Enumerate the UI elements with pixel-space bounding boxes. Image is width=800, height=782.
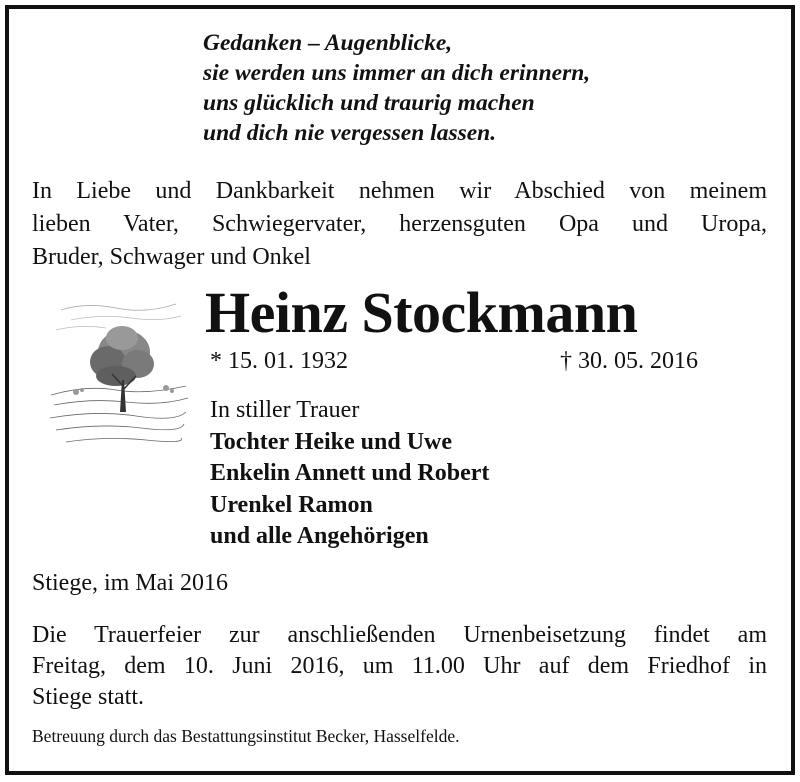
death-date: † 30. 05. 2016 xyxy=(560,348,698,374)
poem-line: und dich nie vergessen lassen. xyxy=(203,120,497,146)
poem-line: Gedanken – Augenblicke, xyxy=(203,30,453,56)
intro-line: Bruder, Schwager und Onkel xyxy=(32,244,311,270)
ceremony-line: Die Trauerfeier zur anschließenden Urnenbeisetzung findet am xyxy=(32,622,767,648)
deceased-name: Heinz Stockmann xyxy=(205,280,638,345)
birth-date: * 15. 01. 1932 xyxy=(210,348,348,374)
ceremony-text xyxy=(32,620,767,713)
intro-line: In Liebe und Dankbarkeit nehmen wir Abschied von meinem xyxy=(32,178,767,204)
mourners-block xyxy=(210,395,489,553)
intro-text xyxy=(32,175,767,274)
mourner-name: und alle Angehörigen xyxy=(210,523,429,549)
mourner-name: Enkelin Annett und Robert xyxy=(210,460,490,486)
poem-line: sie werden uns immer an dich erinnern, xyxy=(203,60,591,86)
intro-line: lieben Vater, Schwiegervater, herzensguten Opa und Uropa, xyxy=(32,211,767,237)
mourner-name: Urenkel Ramon xyxy=(210,491,373,518)
tree-landscape-icon xyxy=(46,290,191,460)
mourner-name: Tochter Heike und Uwe xyxy=(210,428,453,455)
mourners-heading: In stiller Trauer xyxy=(210,397,360,423)
ceremony-line: Freitag, dem 10. Juni 2016, um 11.00 Uhr auf dem Friedhof in xyxy=(32,653,767,679)
place-date: Stiege, im Mai 2016 xyxy=(32,570,228,596)
poem xyxy=(203,28,683,148)
footer-note: Betreuung durch das Bestattungsinstitut Becker, Hasselfelde. xyxy=(32,726,460,746)
poem-line: uns glücklich und traurig machen xyxy=(203,90,535,116)
ceremony-line: Stiege statt. xyxy=(32,684,144,710)
